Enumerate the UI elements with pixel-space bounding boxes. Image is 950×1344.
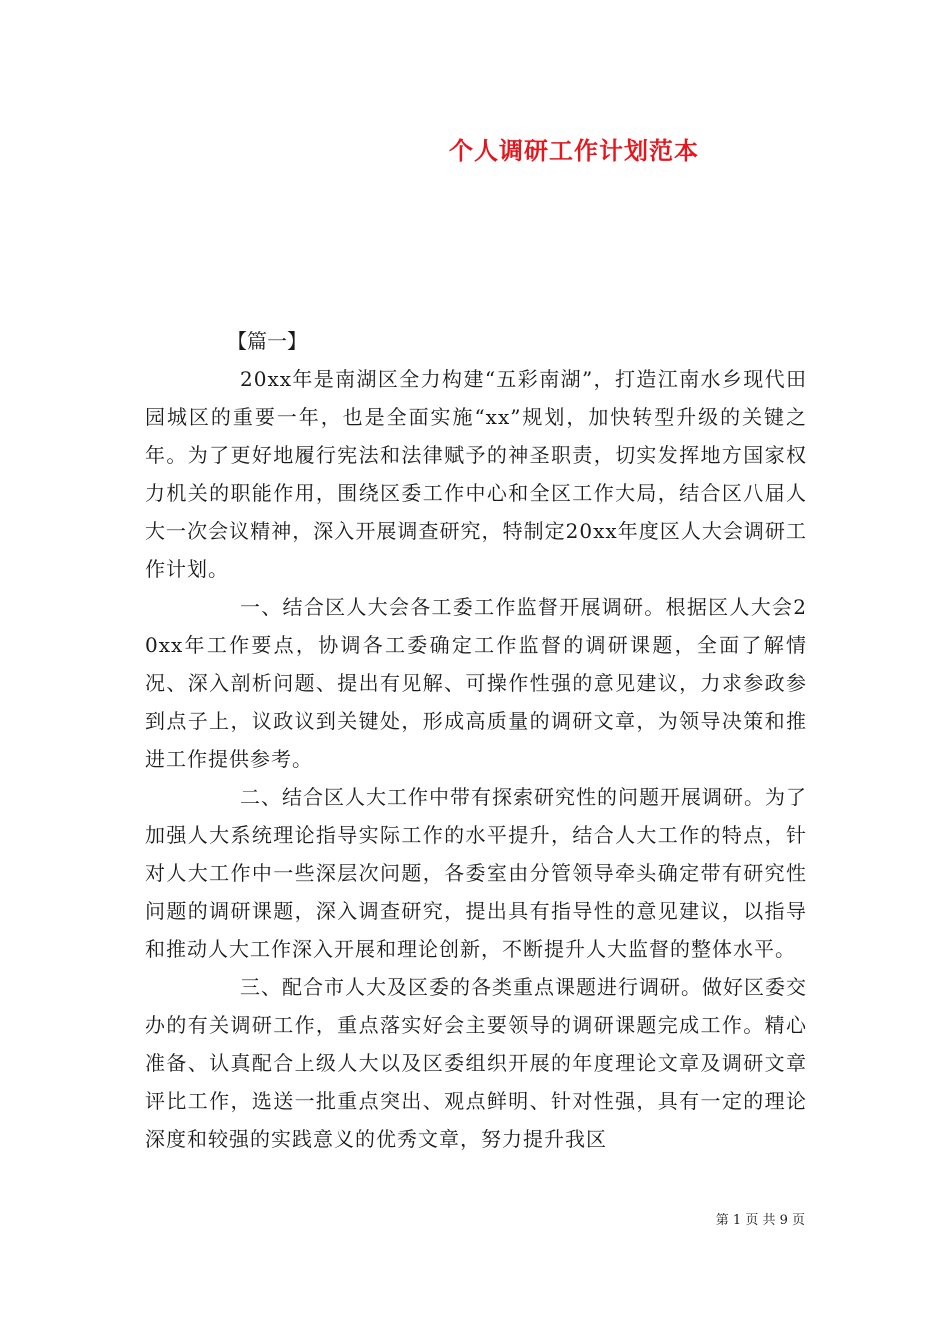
paragraph-intro: 20xx年是南湖区全力构建“五彩南湖”，打造江南水乡现代田园城区的重要一年，也是全面实施“xx”规划，加快转型升级的关键之年。为了更好地履行宪法和法律赋予的神圣职责，切实发挥地方国家权力机关的职能作用，围绕区委工作中心和全区工作大局，结合区八届人大一次会议精神，深入开展调查研究，特制定20xx年度区人大会调研工作计划。 — [145, 367, 807, 581]
section-label: 【篇一】 — [227, 329, 307, 353]
page-footer: 第 1 页 共 9 页 — [715, 1213, 805, 1228]
paragraph-item-3: 三、配合市人大及区委的各类重点课题进行调研。做好区委交办的有关调研工作，重点落实好会主要领导的调研课题完成工作。精心准备、认真配合上级人大以及区委组织开展的年度理论文章及调研文章评比工作，选送一批重点突出、观点鲜明、针对性强，具有一定的理论深度和较强的实践意义的优秀文章，努力提升我区 — [145, 975, 807, 1151]
paragraph-item-1: 一、结合区人大会各工委工作监督开展调研。根据区人大会20xx年工作要点，协调各工委确定工作监督的调研课题，全面了解情况、深入剖析问题、提出有见解、可操作性强的意见建议，力求参政参到点子上，议政议到关键处，形成高质量的调研文章，为领导决策和推进工作提供参考。 — [145, 595, 807, 771]
paragraph-item-2: 二、结合区人大工作中带有探索研究性的问题开展调研。为了加强人大系统理论指导实际工作的水平提升，结合人大工作的特点，针对人大工作中一些深层次问题，各委室由分管领导牵头确定带有研究性问题的调研课题，深入调查研究，提出具有指导性的意见建议，以指导和推动人大工作深入开展和理论创新，不断提升人大监督的整体水平。 — [145, 785, 807, 961]
document-body — [145, 322, 807, 1158]
document-title: 个人调研工作计划范本 — [449, 136, 699, 165]
